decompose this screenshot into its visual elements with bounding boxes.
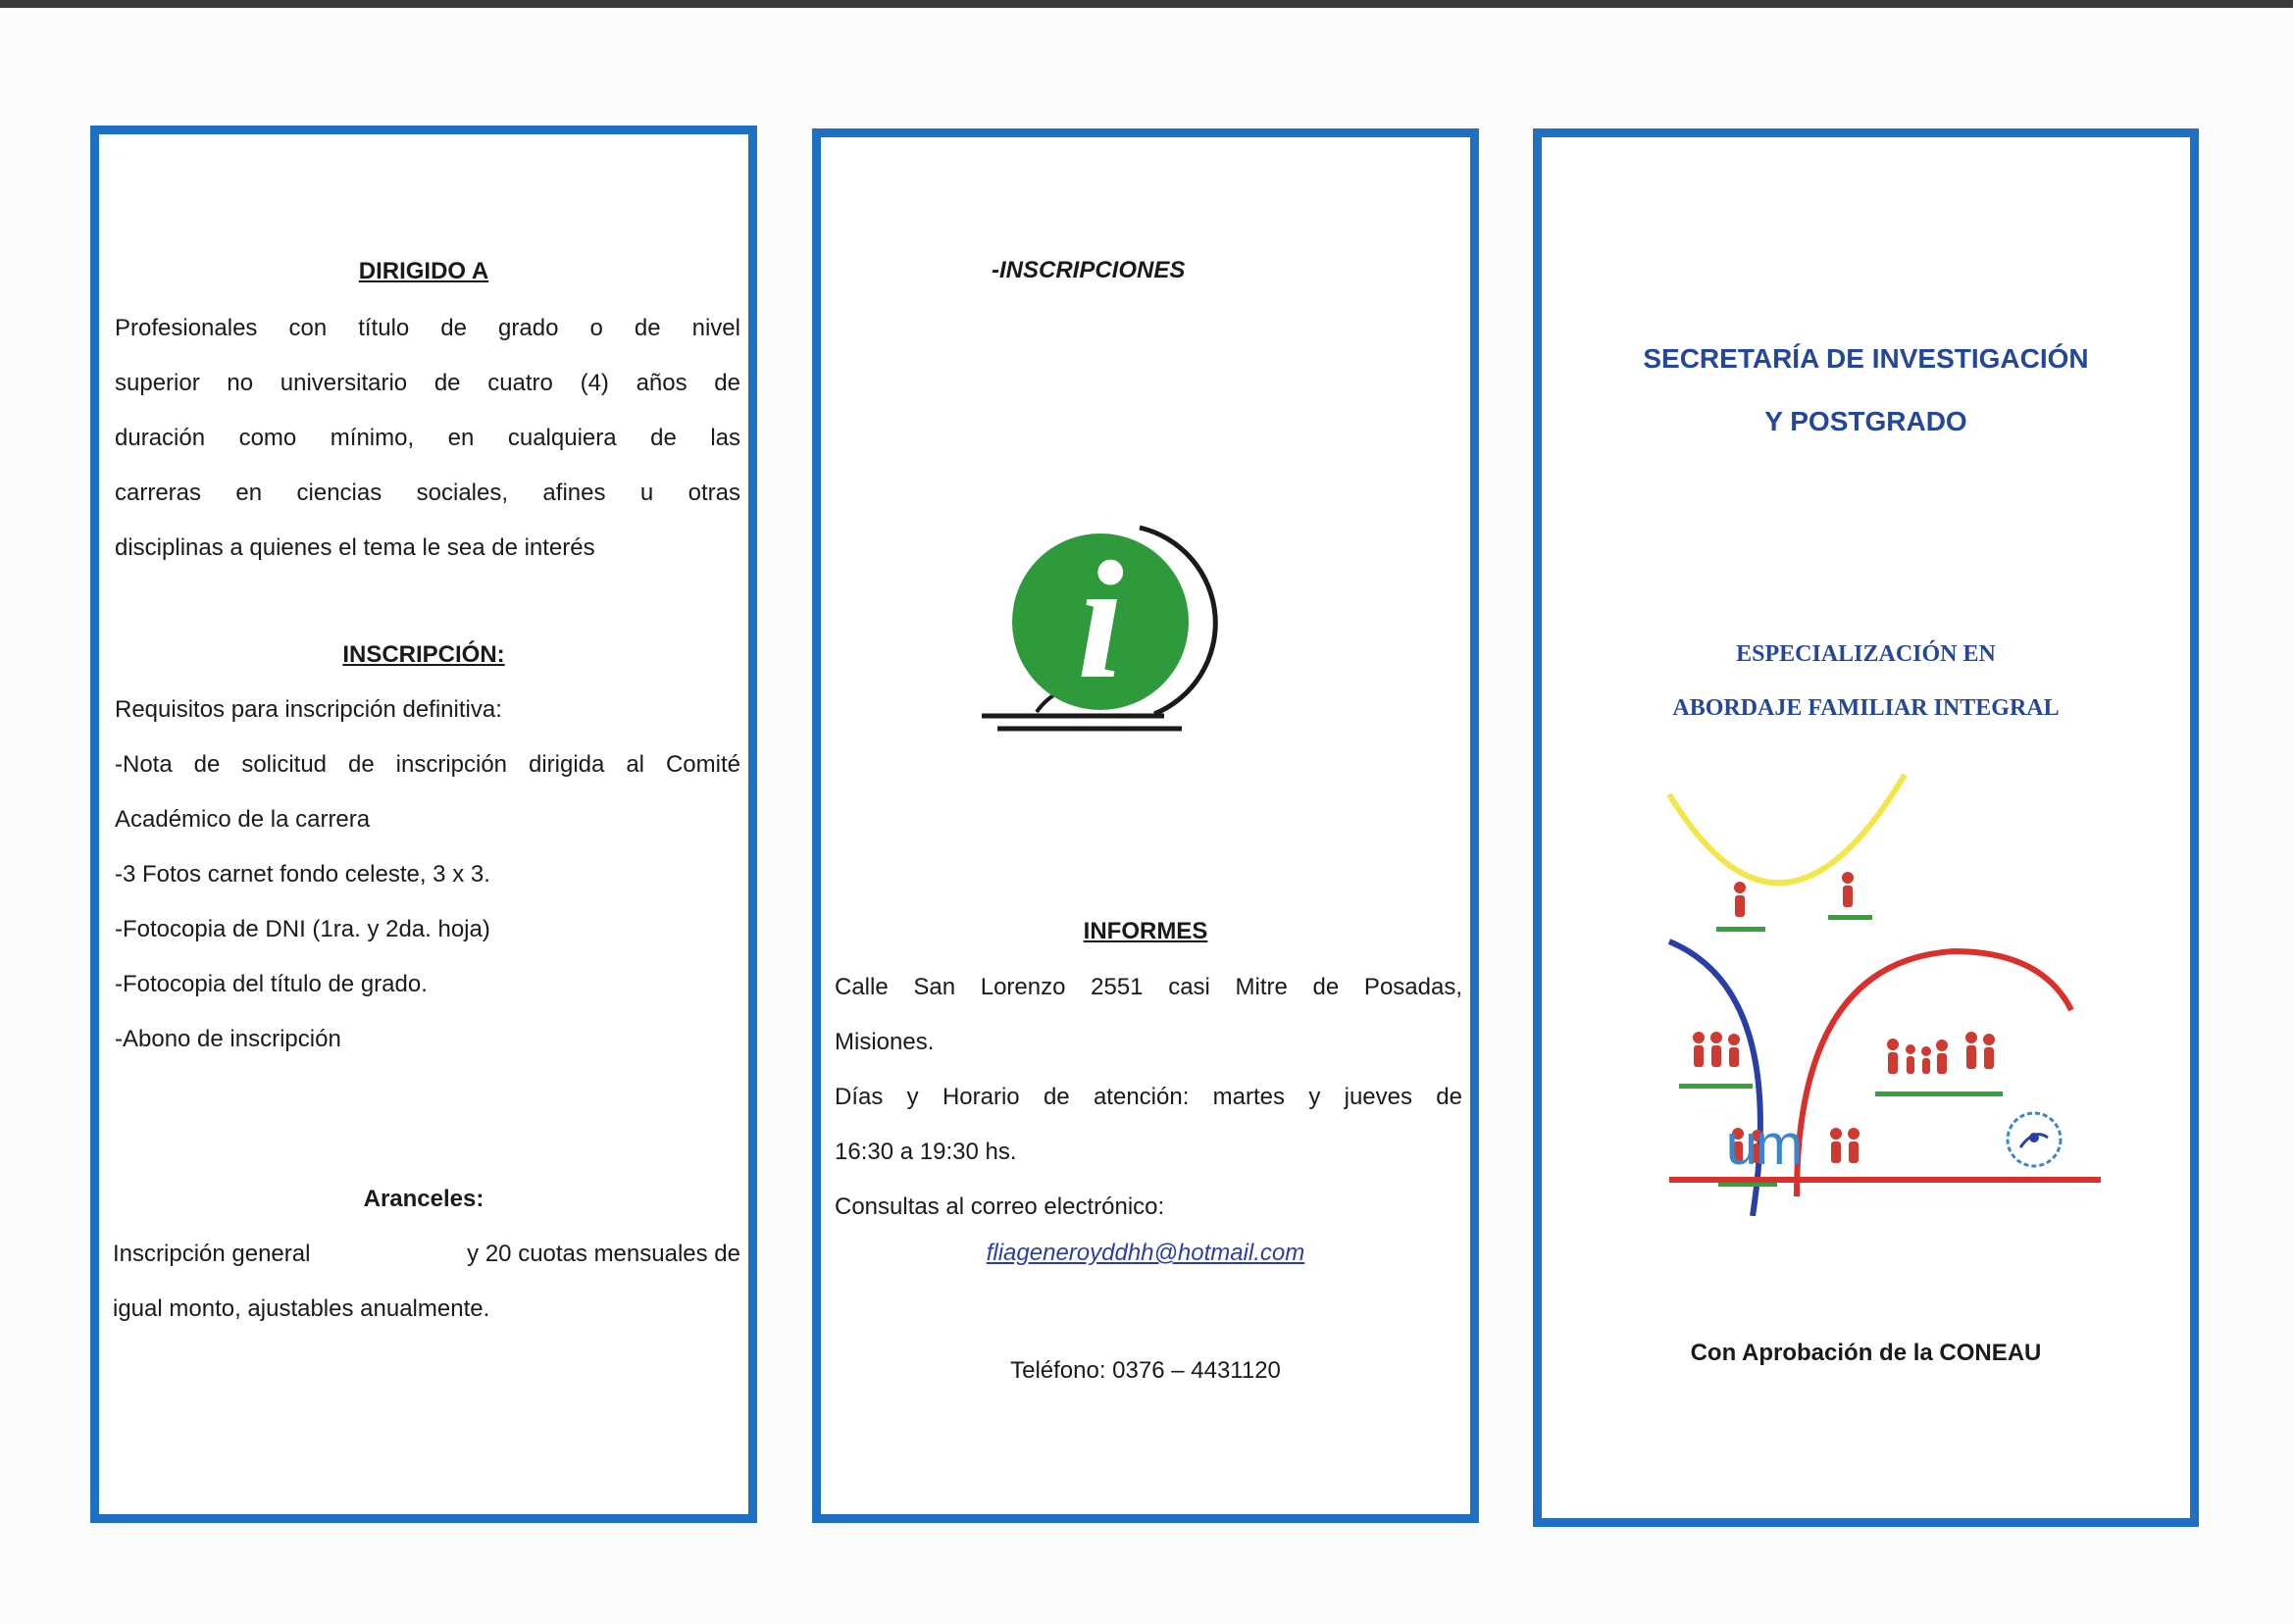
address-line: Calle San Lorenzo 2551 casi Mitre de Posadas, [835, 974, 1462, 1000]
aranceles-line: igual monto, ajustables anualmente. [113, 1295, 490, 1322]
info-icon [968, 520, 1262, 745]
panel-inscripciones-informes [812, 128, 1479, 1523]
email-link[interactable]: fliageneroyddhh@hotmail.com [986, 1240, 1305, 1266]
especializacion-subtitle: ABORDAJE FAMILIAR INTEGRAL [1672, 695, 2060, 721]
institution-seal-icon [2003, 1108, 2065, 1171]
aranceles-line [113, 1227, 740, 1282]
inscripciones-title: -INSCRIPCIONES [992, 257, 1186, 283]
inscripcion-title: INSCRIPCIÓN: [342, 641, 505, 668]
dirigido-line: disciplinas a quienes el tema le sea de interés [115, 534, 595, 561]
requisito-item: Académico de la carrera [115, 806, 371, 833]
dirigido-title: DIRIGIDO A [358, 258, 489, 284]
base-line [1875, 1091, 2003, 1096]
person-icon [1842, 872, 1854, 907]
dirigido-paragraph [115, 301, 740, 576]
unam-logo-text: um [1725, 1113, 1802, 1177]
person-icon [1830, 1128, 1860, 1163]
dirigido-line: superior no universitario de cuatro (4) años de [115, 370, 740, 396]
aranceles-title: Aranceles: [363, 1186, 484, 1212]
info-glyph: i [1077, 528, 1124, 714]
person-icon [1887, 1032, 1995, 1074]
informes-text [835, 960, 1462, 1235]
dirigido-line: Profesionales con título de grado o de nivel [115, 315, 740, 341]
requisito-item: -Abono de inscripción [115, 1026, 341, 1052]
requisitos-list [115, 683, 740, 1067]
person-icon [1734, 882, 1746, 917]
base-line [1716, 927, 1765, 932]
coneau-approval: Con Aprobación de la CONEAU [1690, 1340, 2042, 1366]
phone: Teléfono: 0376 – 4431120 [1010, 1357, 1281, 1384]
hours-line: Días y Horario de atención: martes y jueves de [835, 1084, 1462, 1110]
dirigido-line: duración como mínimo, en cualquiera de las [115, 425, 740, 451]
logo-divider [1669, 1177, 2101, 1183]
aranceles-text [113, 1227, 740, 1337]
aranceles-cuotas: y 20 cuotas mensuales de [467, 1241, 740, 1267]
hours-line: 16:30 a 19:30 hs. [835, 1139, 1017, 1165]
base-line [1679, 1084, 1753, 1089]
requisito-item: -Fotocopia de DNI (1ra. y 2da. hoja) [115, 916, 490, 942]
person-icon [1693, 1032, 1740, 1067]
requisitos-intro: Requisitos para inscripción definitiva: [115, 696, 502, 723]
panel-dirigido-inscripcion [90, 126, 757, 1523]
requisito-item: -Nota de solicitud de inscripción dirigida al Comité [115, 751, 740, 778]
dirigido-line: carreras en ciencias sociales, afines u otras [115, 480, 740, 506]
especializacion-title: ESPECIALIZACIÓN EN [1736, 641, 1996, 667]
address-line: Misiones. [835, 1029, 935, 1055]
aranceles-inscripcion: Inscripción general [113, 1241, 311, 1267]
requisito-item: -Fotocopia del título de grado. [115, 971, 428, 997]
informes-title: INFORMES [1083, 918, 1208, 944]
requisito-item: -3 Fotos carnet fondo celeste, 3 x 3. [115, 861, 490, 888]
secretaria-subtitle: Y POSTGRADO [1764, 406, 1967, 436]
base-line [1828, 915, 1872, 920]
scan-top-edge [0, 0, 2293, 8]
email-intro: Consultas al correo electrónico: [835, 1193, 1165, 1220]
panel-portada [1533, 128, 2199, 1527]
secretaria-title: SECRETARÍA DE INVESTIGACIÓN [1643, 343, 2089, 374]
unam-logo [1708, 1113, 1818, 1177]
